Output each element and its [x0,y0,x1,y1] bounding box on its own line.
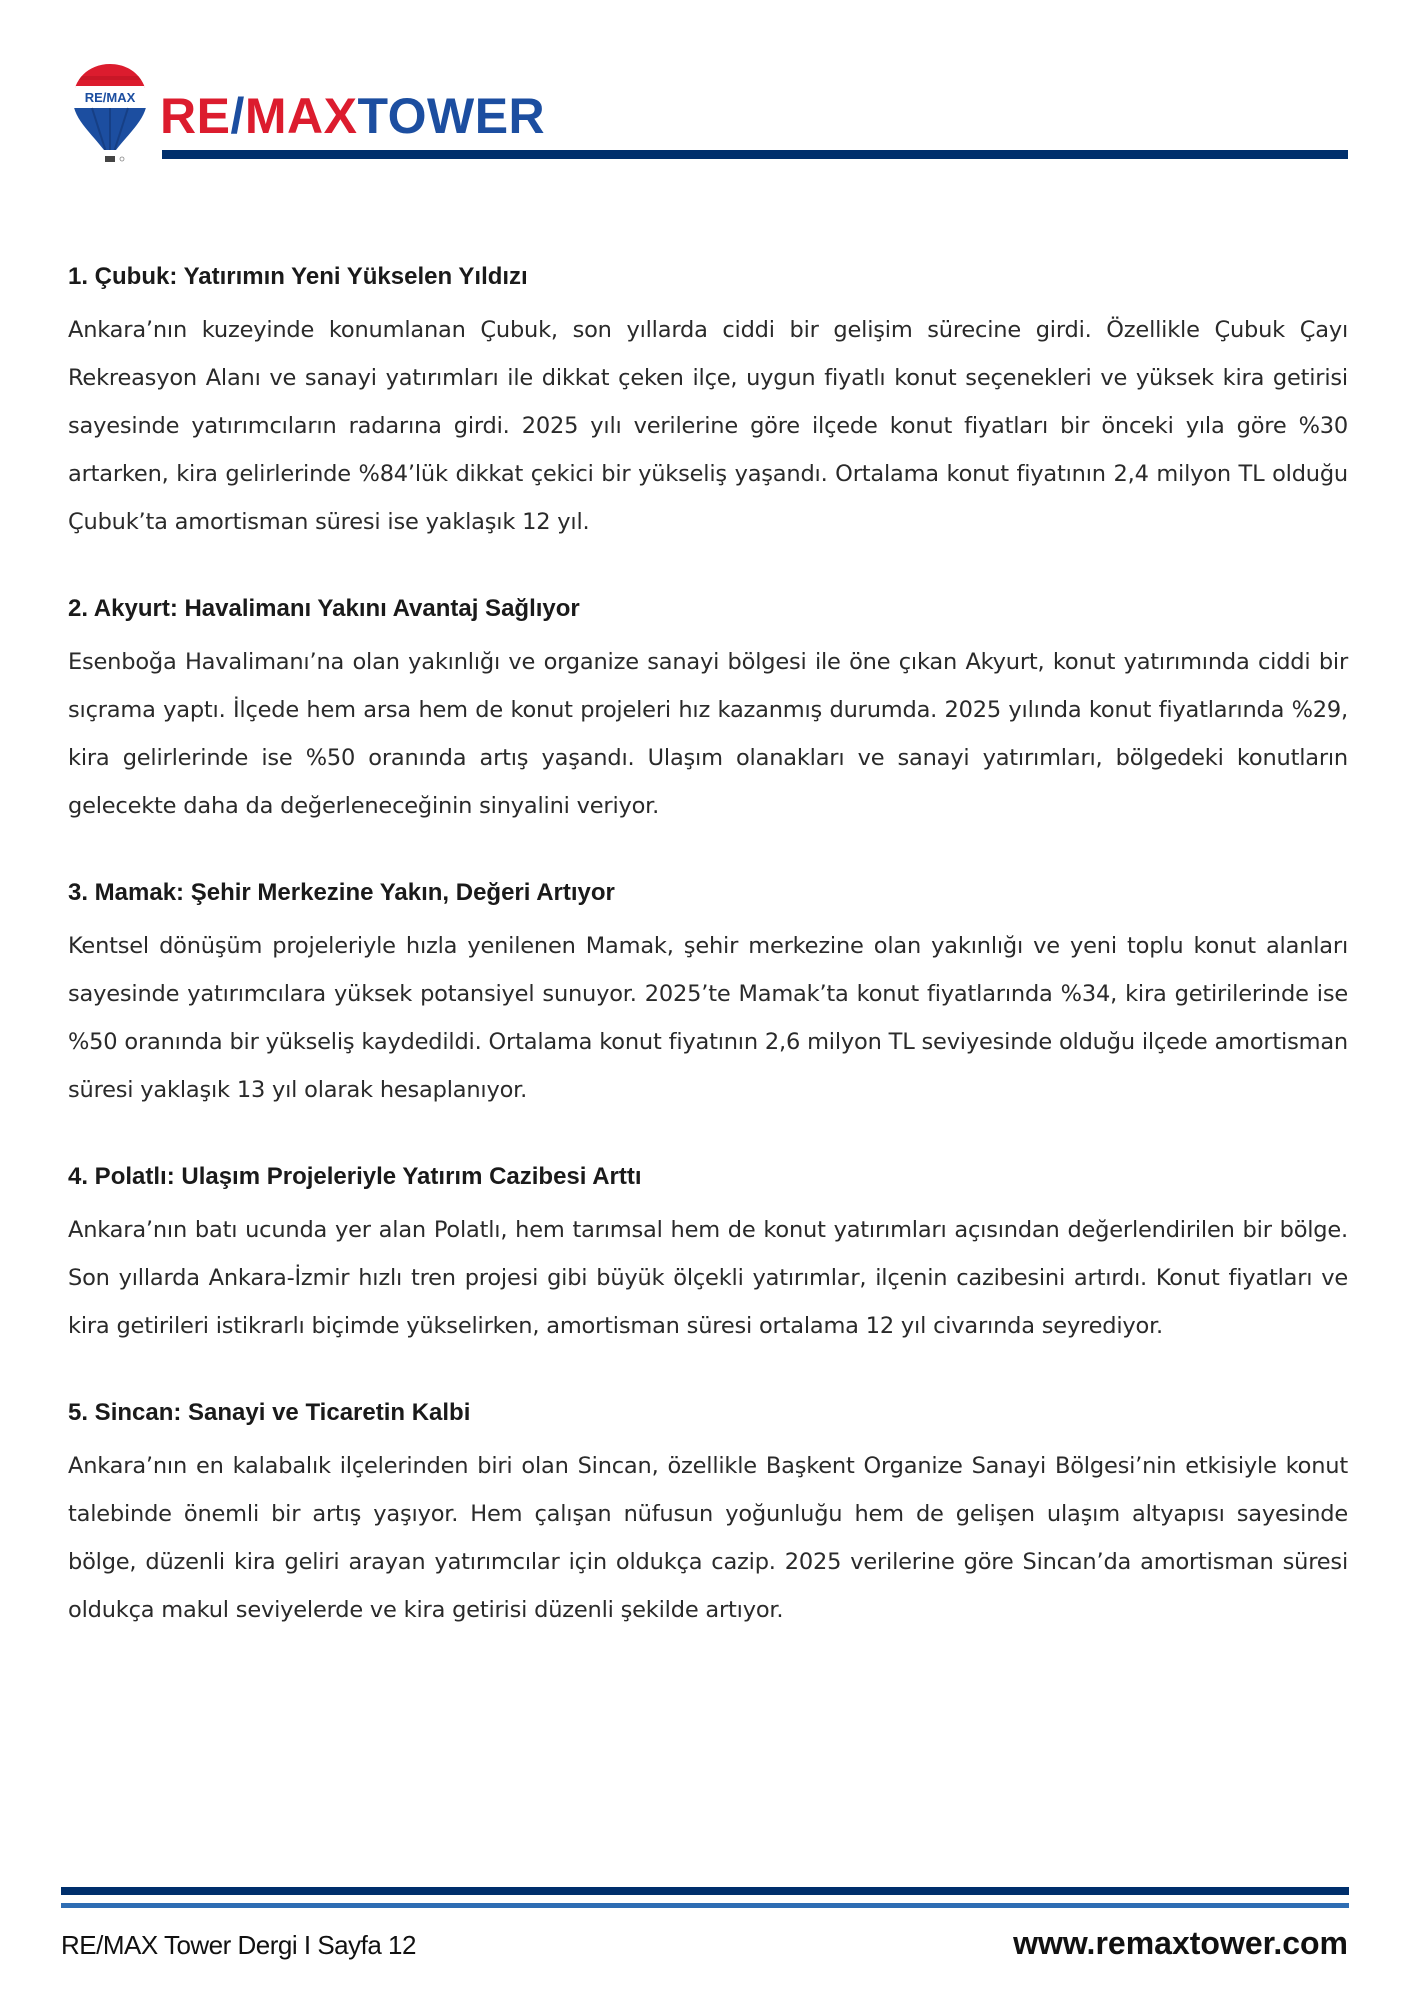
section-body: Kentsel dönüşüm projeleriyle hızla yenilenen Mamak, şehir merkezine olan yakınlığı ve yeni toplu konut alanları sayesinde yatırımcılara yüksek potansiyel sunuyor. 2025’te Mamak’ta konut fiyatlarında %34, kira getirilerinde ise %50 oranında bir yükseliş kaydedildi. Ortalama konut fiyatının 2,6 milyon TL seviyesinde olduğu ilçede amortisman süresi yaklaşık 13 yıl olarak hesaplanıyor. [68,933,1348,1103]
footer-publication-page: RE/MAX Tower Dergi I Sayfa 12 [61,1930,416,1960]
section-body: Esenboğa Havalimanı’na olan yakınlığı ve organize sanayi bölgesi ile öne çıkan Akyurt, konut yatırımında ciddi bir sıçrama yaptı. İlçede hem arsa hem de konut projeleri hız kazanmış durumda. 2025 yılında konut fiyatlarında %29, kira gelirlerinde ise %50 oranında artış yaşandı. Ulaşım olanakları ve sanayi yatırımları, bölgedeki konutların gelecekte daha da değerleneceğinin sinyalini veriyor. [68,649,1348,819]
footer-website-link[interactable]: www.remaxtower.com [1013,1925,1348,1961]
section-body: Ankara’nın en kalabalık ilçelerinden biri olan Sincan, özellikle Başkent Organize Sanayi Bölgesi’nin etkisiyle konut talebinde önemli bir artış yaşıyor. Hem çalışan nüfusun yoğunluğu hem de gelişen ulaşım altyapısı sayesinde bölge, düzenli kira geliri arayan yatırımcılar için oldukça cazip. 2025 verilerine göre Sincan’da amortisman süresi oldukça makul seviyelerde ve kira getirisi düzenli şekilde artıyor. [68,1453,1348,1623]
section-mamak [68,878,1348,1114]
remax-tower-wordmark [160,86,545,146]
section-body: Ankara’nın batı ucunda yer alan Polatlı, hem tarımsal hem de konut yatırımları açısından değerlendirilen bir bölge. Son yıllarda Ankara-İzmir hızlı tren projesi gibi büyük ölçekli yatırımlar, ilçenin cazibesini artırdı. Konut fiyatları ve kira getirileri istikrarlı biçimde yükselirken, amortisman süresi ortalama 12 yıl civarında seyrediyor. [68,1217,1348,1339]
section-body: Ankara’nın kuzeyinde konumlanan Çubuk, son yıllarda ciddi bir gelişim sürecine girdi. Özellikle Çubuk Çayı Rekreasyon Alanı ve sanayi yatırımları ile dikkat çeken ilçe, uygun fiyatlı konut seçenekleri ve yüksek kira getirisi sayesinde yatırımcıların radarına girdi. 2025 yılı verilerine göre ilçede konut fiyatları bir önceki yıla göre %30 artarken, kira gelirlerinde %84’lük dikkat çekici bir yükseliş yaşandı. Ortalama konut fiyatının 2,4 milyon TL olduğu Çubuk’ta amortisman süresi ise yaklaşık 12 yıl. [68,317,1348,535]
section-title: 2. Akyurt: Havalimanı Yakını Avantaj Sağlıyor [68,595,580,622]
remax-balloon-logo-icon [70,62,150,168]
section-cubuk [68,262,1348,546]
wordmark-re: RE [160,88,231,144]
wordmark-max: MAX [244,88,358,144]
wordmark-tower: TOWER [357,88,546,144]
section-title: 1. Çubuk: Yatırımın Yeni Yükselen Yıldızı [68,263,528,290]
header-divider [162,150,1348,159]
section-polatli [68,1162,1348,1350]
section-akyurt [68,594,1348,830]
section-title: 5. Sincan: Sanayi ve Ticaretin Kalbi [68,1399,471,1426]
svg-text:RE/MAX: RE/MAX [84,90,136,105]
page-header [0,0,1414,180]
footer-divider-thick [61,1887,1349,1895]
wordmark-slash: / [230,88,245,144]
section-title: 3. Mamak: Şehir Merkezine Yakın, Değeri Artıyor [68,879,615,906]
article-content [68,262,1348,1682]
section-sincan [68,1398,1348,1634]
footer-divider-thin [61,1903,1349,1908]
section-title: 4. Polatlı: Ulaşım Projeleriyle Yatırım Cazibesi Arttı [68,1163,642,1190]
